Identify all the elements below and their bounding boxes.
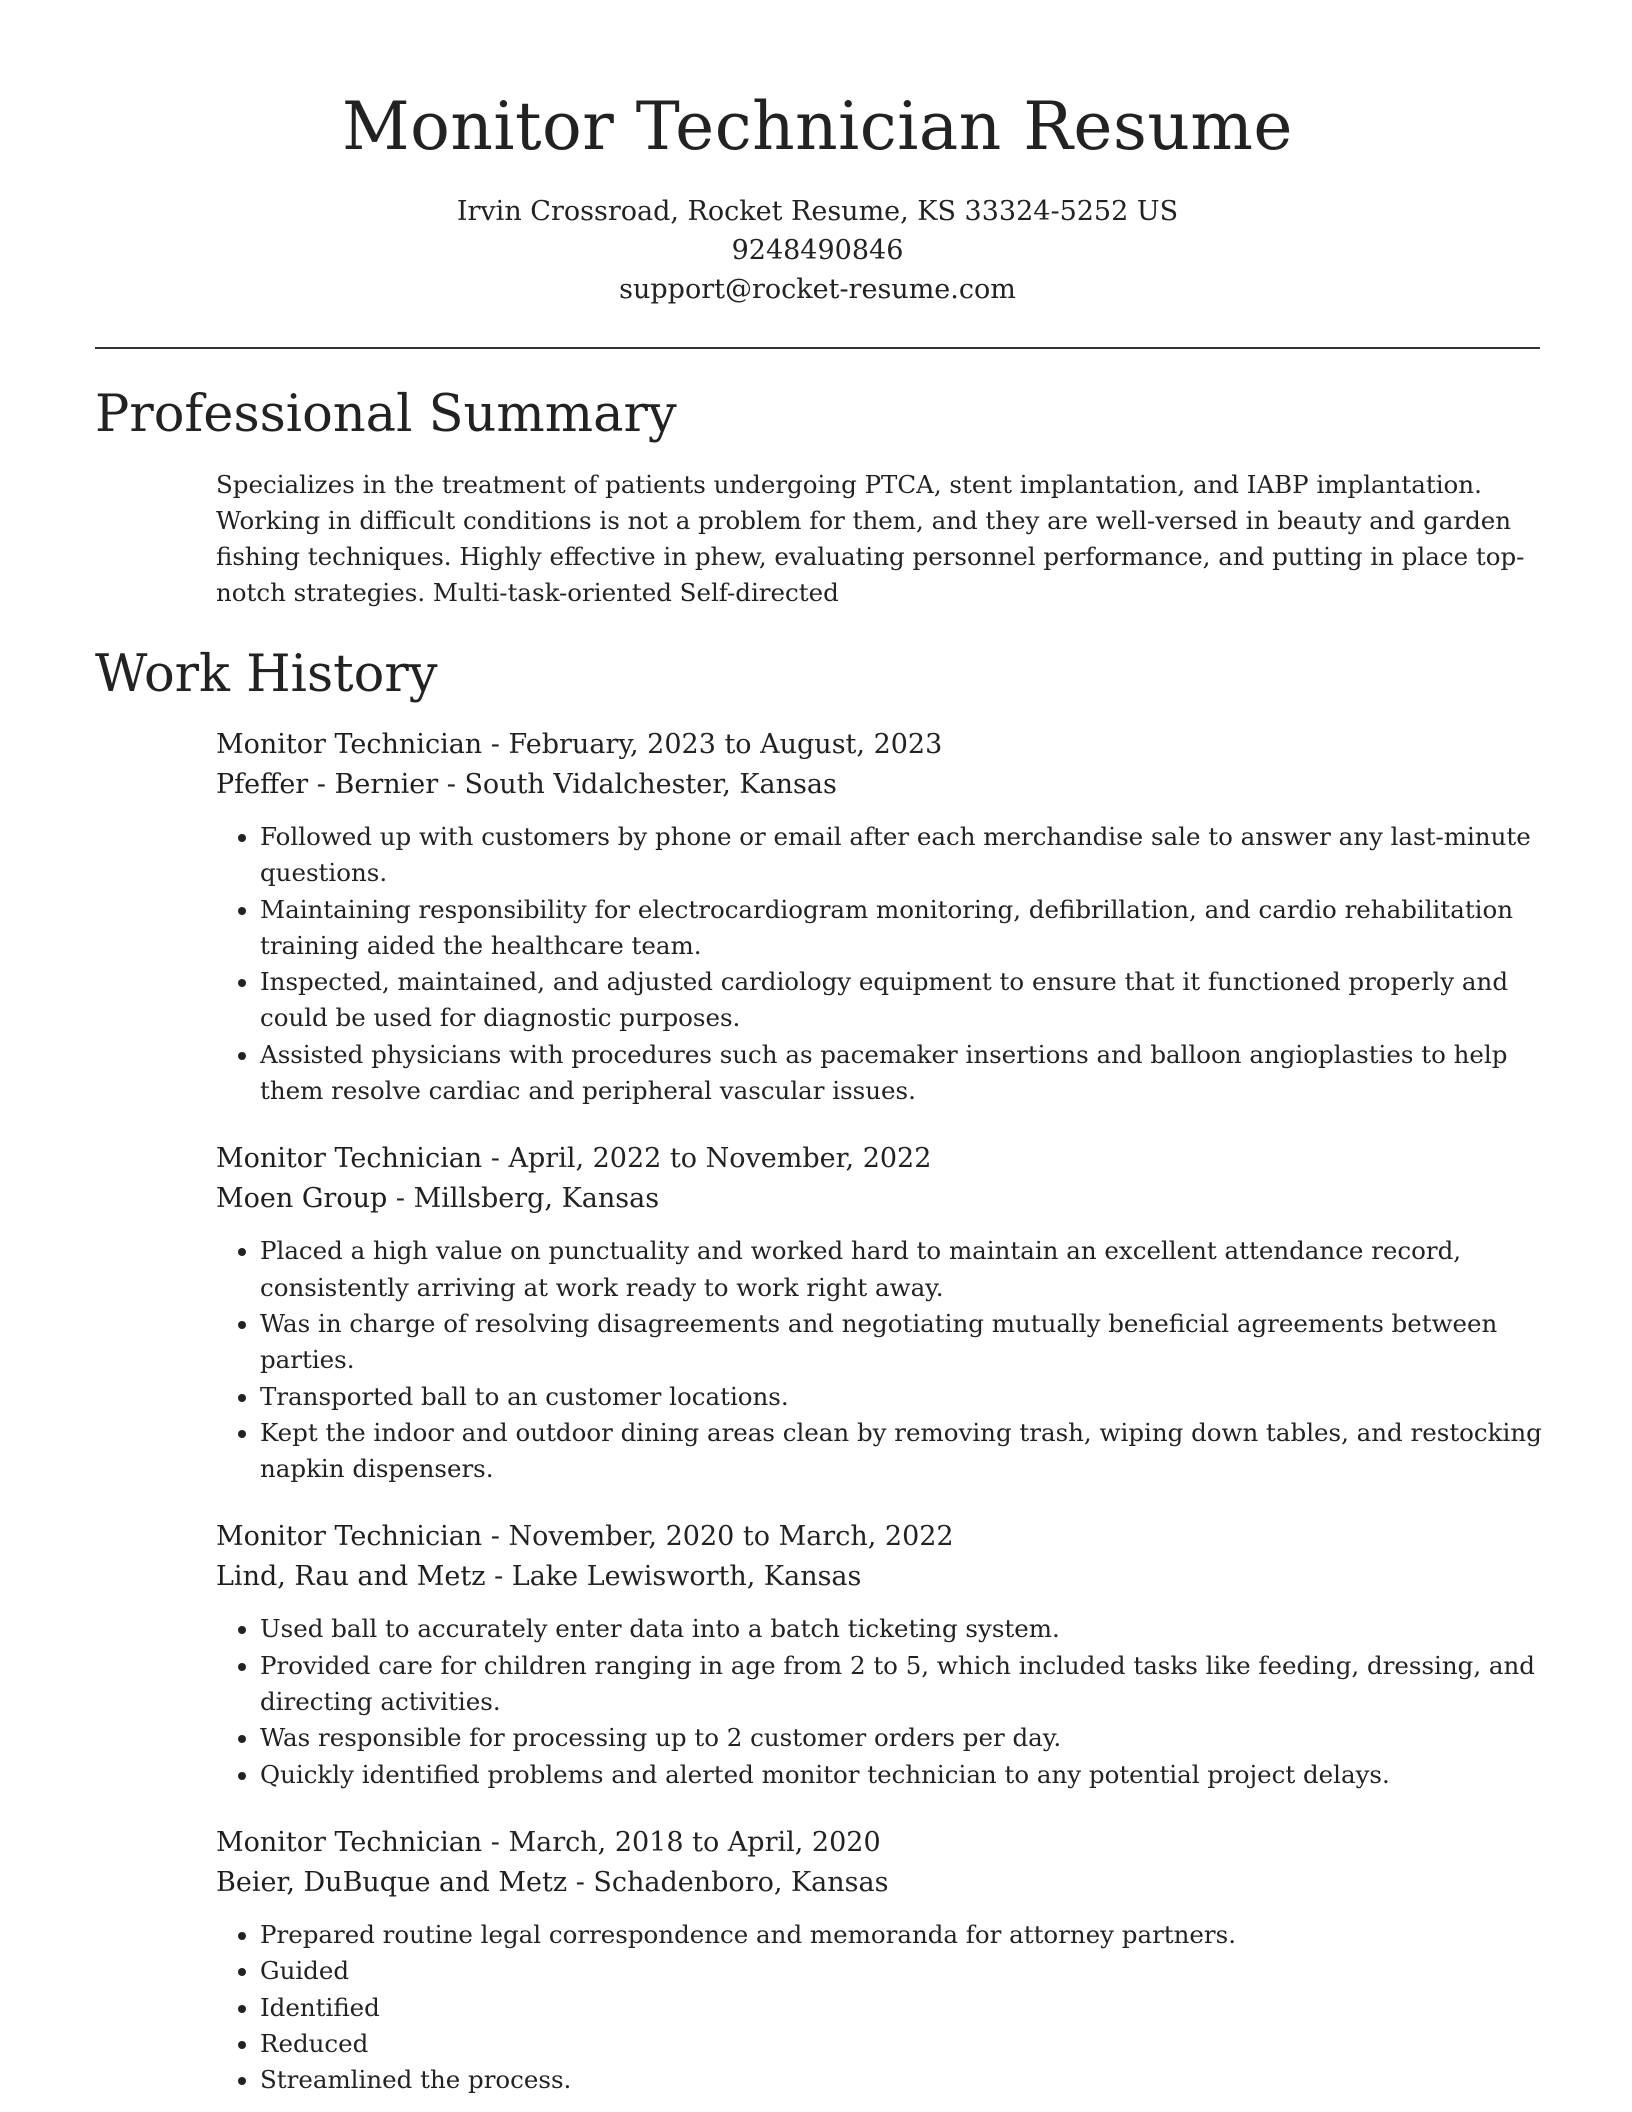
job-bullets (216, 1233, 1570, 1487)
contact-email: support@rocket-resume.com (619, 274, 1016, 305)
job-dates: - February, 2023 to August, 2023 (490, 729, 943, 760)
job-title-line (216, 725, 1540, 765)
job-title: Monitor Technician (216, 729, 483, 760)
job-title-line (216, 1517, 1540, 1557)
job-location: - Schadenboro, Kansas (575, 1866, 889, 1898)
job-location: - Millsberg, Kansas (395, 1183, 660, 1215)
job-entry (216, 1823, 1540, 2098)
job-bullet: • Was responsible for processing up to 2 customer orders per day. (260, 1720, 1570, 1756)
job-company-line (216, 1863, 1540, 1903)
job-bullet: • Identified (260, 1990, 1570, 2026)
resume-title: Monitor Technician Resume (342, 88, 1293, 165)
job-bullet: • Kept the indoor and outdoor dining areas clean by removing trash, wiping down tables, and restocking napkin dispensers. (260, 1415, 1570, 1488)
job-location: - Lake Lewisworth, Kansas (494, 1561, 862, 1593)
job-title: Monitor Technician (216, 1521, 483, 1553)
summary-text: Specializes in the treatment of patients undergoing PTCA, stent implantation, and IABP implantation. Working in difficult conditions is not a problem for them, and they are well-versed in beauty and garden fishing techniques. Highly effective in phew, evaluating personnel performance, and putting in place top-notch strategies. Multi-task-oriented Self-directed (216, 470, 1525, 607)
job-company: Pfeffer - Bernier (216, 769, 439, 800)
header-divider (95, 347, 1540, 349)
contact-address: Irvin Crossroad, Rocket Resume, KS 33324-5252 US (456, 196, 1179, 227)
job-entry (216, 1139, 1540, 1487)
job-entry (216, 725, 1540, 1109)
job-bullet: • Followed up with customers by phone or email after each merchandise sale to answer any last-minute questions. (260, 819, 1570, 892)
job-bullet: • Reduced (260, 2026, 1570, 2062)
summary-heading: Professional Summary (95, 385, 677, 444)
job-title: Monitor Technician (216, 1143, 483, 1175)
job-company-line (216, 765, 1540, 805)
work-history-heading: Work History (95, 645, 438, 704)
job-entry (216, 1517, 1540, 1792)
job-bullet: • Transported ball to an customer locations. (260, 1379, 1570, 1415)
job-bullet: • Prepared routine legal correspondence and memoranda for attorney partners. (260, 1917, 1570, 1953)
job-bullet: • Guided (260, 1953, 1570, 1989)
job-title-line (216, 1139, 1540, 1179)
job-title-line (216, 1823, 1540, 1863)
job-bullet: • Inspected, maintained, and adjusted cardiology equipment to ensure that it functioned properly and could be used for diagnostic purposes. (260, 964, 1570, 1037)
job-bullet: • Placed a high value on punctuality and worked hard to maintain an excellent attendance record, consistently arriving at work ready to work right away. (260, 1233, 1570, 1306)
job-bullet: • Was in charge of resolving disagreements and negotiating mutually beneficial agreements between parties. (260, 1306, 1570, 1379)
job-bullet: • Provided care for children ranging in age from 2 to 5, which included tasks like feeding, dressing, and directing activities. (260, 1648, 1570, 1721)
job-bullet: • Streamlined the process. (260, 2062, 1570, 2098)
contact-phone: 9248490846 (731, 235, 904, 266)
job-title: Monitor Technician (216, 1826, 483, 1858)
job-dates: - March, 2018 to April, 2020 (490, 1826, 881, 1858)
job-bullet: • Maintaining responsibility for electrocardiogram monitoring, defibrillation, and cardio rehabilitation training aided the healthcare team. (260, 892, 1570, 965)
job-company-line (216, 1557, 1540, 1597)
job-dates: - April, 2022 to November, 2022 (490, 1143, 932, 1175)
job-bullets (216, 819, 1570, 1109)
job-company: Lind, Rau and Metz (216, 1561, 486, 1593)
job-company-line (216, 1179, 1540, 1219)
job-company: Beier, DuBuque and Metz (216, 1866, 568, 1898)
job-location: - South Vidalchester, Kansas (446, 769, 837, 800)
job-bullets (216, 1611, 1570, 1792)
contact-info (95, 192, 1540, 309)
job-bullet: • Assisted physicians with procedures such as pacemaker insertions and balloon angioplasties to help them resolve cardiac and peripheral vascular issues. (260, 1037, 1570, 1110)
job-bullet: • Quickly identified problems and alerted monitor technician to any potential project delays. (260, 1757, 1570, 1793)
resume-page (95, 0, 1540, 2098)
job-dates: - November, 2020 to March, 2022 (490, 1521, 954, 1553)
job-bullet: • Used ball to accurately enter data into a batch ticketing system. (260, 1611, 1570, 1647)
job-company: Moen Group (216, 1183, 388, 1215)
job-bullets (216, 1917, 1570, 2098)
